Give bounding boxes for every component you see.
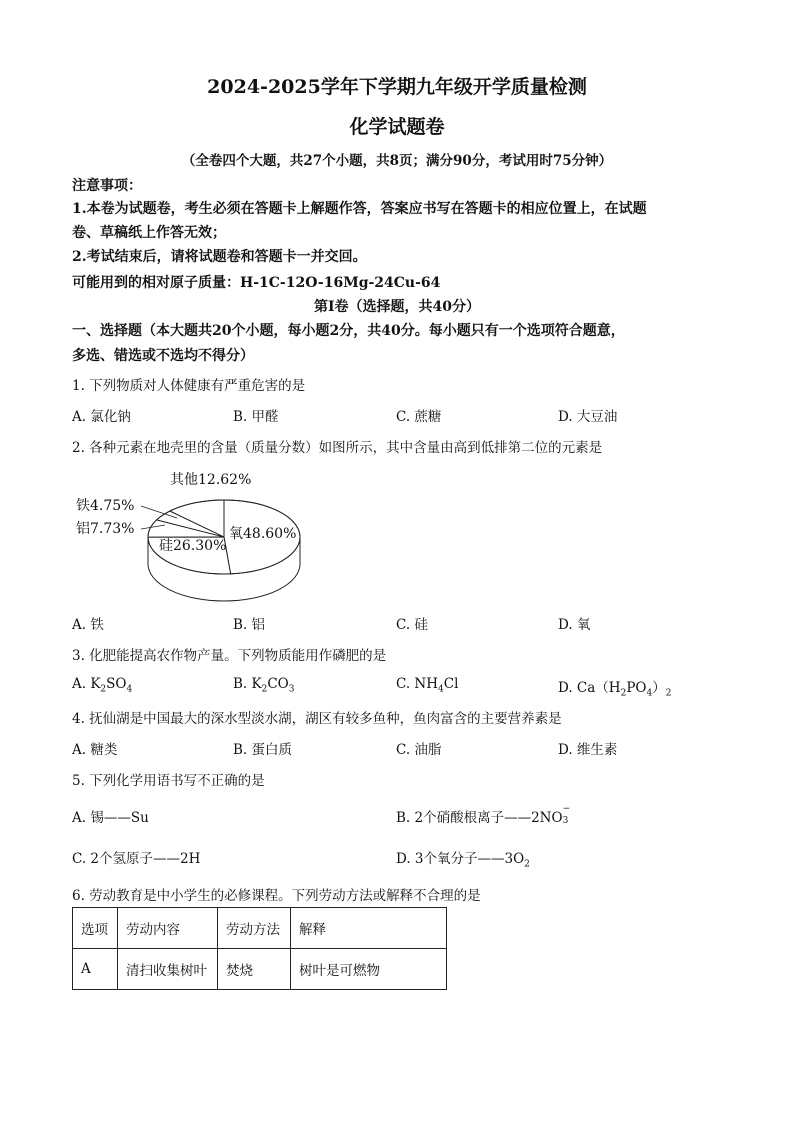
crust-element-pie-chart xyxy=(70,462,320,602)
q5-stem: 5. 下列化学用语书写不正确的是 xyxy=(72,773,265,789)
q3-stem: 3. 化肥能提高农作物产量。下列物质能用作磷肥的是 xyxy=(72,648,387,664)
q4-option-c: C. 油脂 xyxy=(396,742,442,758)
table-header-cell: 选项 xyxy=(73,908,118,949)
q4-option-b: B. 蛋白质 xyxy=(233,742,293,758)
table-cell: A xyxy=(73,949,118,990)
q3-option-d: D. $Ca(H_2PO_4)_2$ xyxy=(558,680,672,699)
q2-option-d: D. 氧 xyxy=(558,617,591,633)
note-1a: 1.本卷为试题卷，考生必须在答题卡上解题作答，答案应书写在答题卡的相应位置上，在试题 xyxy=(72,201,647,217)
part-instructions-2: 多选、错选或不选均不得分） xyxy=(72,348,254,364)
q5-option-b: B. 2个硝酸根离子——2NO − 3 xyxy=(396,804,571,826)
q1-option-c: C. 蔗糖 xyxy=(396,409,442,425)
q2-option-a: A. 铁 xyxy=(72,617,104,633)
q3-option-c: C. $NH_4Cl$ xyxy=(396,676,459,695)
q6-stem: 6. 劳动教育是中小学生的必修课程。下列劳动方法或解释不合理的是 xyxy=(72,888,481,904)
exam-info: （全卷四个大题，共27个小题，共8页；满分90分，考试用时75分钟） xyxy=(181,153,613,169)
note-1b: 卷、草稿纸上作答无效； xyxy=(72,225,226,241)
pie-label-oxygen: 氧48.60% xyxy=(229,526,297,542)
pie-label-iron: 铁4.75% xyxy=(76,498,135,514)
q4-option-a: A. 糖类 xyxy=(72,742,118,758)
notes-heading: 注意事项： xyxy=(72,178,142,194)
table-header-row xyxy=(73,908,447,949)
note-2: 2.考试结束后，请将试题卷和答题卡一并交回。 xyxy=(72,249,367,265)
q3-option-b: B. $K_2CO_3$ xyxy=(233,676,295,695)
q1-option-a: A. 氯化钠 xyxy=(72,409,131,425)
q6-table xyxy=(72,907,447,990)
q5-option-a: A. 锡——Su xyxy=(72,810,149,826)
q2-stem: 2. 各种元素在地壳里的含量（质量分数）如图所示，其中含量由高到低排第二位的元素是 xyxy=(72,440,603,456)
q5-option-c: C. 2个氢原子——2H xyxy=(72,851,201,867)
pie-label-silicon: 硅26.30% xyxy=(159,538,227,554)
table-cell: 清扫收集树叶 xyxy=(118,949,218,990)
q2-option-b: B. 铝 xyxy=(233,617,266,633)
exam-title: 2024-2025学年下学期九年级开学质量检测 xyxy=(207,76,587,98)
q1-stem: 1. 下列物质对人体健康有严重危害的是 xyxy=(72,378,306,394)
section-heading: 第Ⅰ卷（选择题，共40分） xyxy=(313,299,481,315)
table-cell: 焚烧 xyxy=(218,949,291,990)
pie-label-other: 其他12.62% xyxy=(170,472,252,488)
q4-stem: 4. 抚仙湖是中国最大的深水型淡水湖，湖区有较多鱼种，鱼肉富含的主要营养素是 xyxy=(72,711,562,727)
table-header-cell: 劳动方法 xyxy=(218,908,291,949)
q2-option-c: C. 硅 xyxy=(396,617,428,633)
q3-option-a: A. $K_2SO_4$ xyxy=(72,676,133,695)
part-instructions-1: 一、选择题（本大题共20个小题，每小题2分，共40分。每小题只有一个选项符合题意， xyxy=(72,323,625,339)
q5-option-d: D. 3个氧分子$——3O_2$ xyxy=(396,851,530,870)
q4-option-d: D. 维生素 xyxy=(558,742,618,758)
pie-label-aluminum: 铝7.73% xyxy=(76,521,135,537)
atomic-mass: 可能用到的相对原子质量：H-1C-12O-16Mg-24Cu-64 xyxy=(72,275,441,291)
exam-subtitle: 化学试题卷 xyxy=(349,116,445,138)
table-header-cell: 劳动内容 xyxy=(118,908,218,949)
q1-option-b: B. 甲醛 xyxy=(233,409,279,425)
table-header-cell: 解释 xyxy=(291,908,447,949)
q1-option-d: D. 大豆油 xyxy=(558,409,618,425)
table-cell: 树叶是可燃物 xyxy=(291,949,447,990)
table-row xyxy=(73,949,447,990)
